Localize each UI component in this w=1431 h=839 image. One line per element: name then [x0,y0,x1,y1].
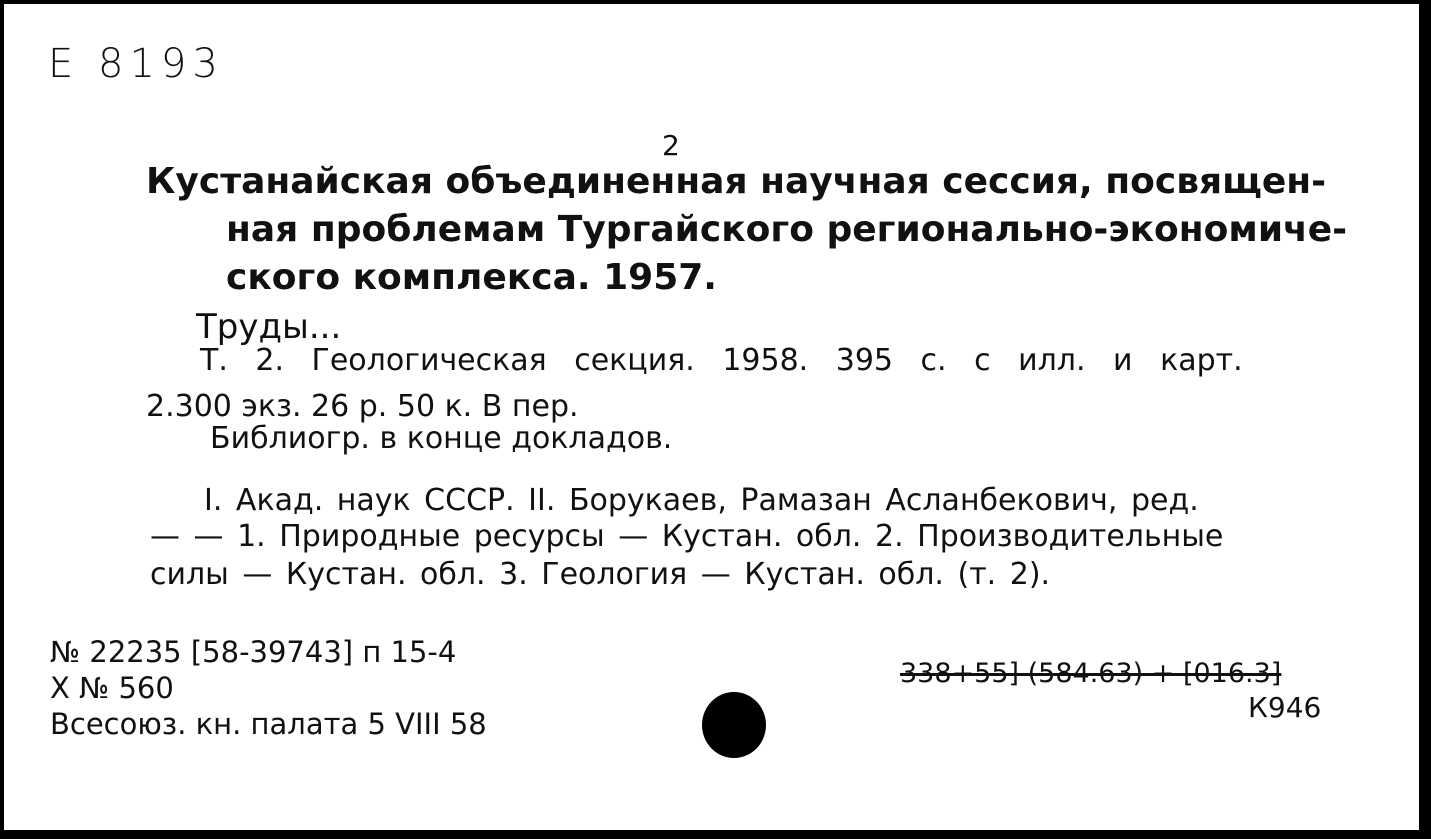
classification-index-struck: 338+55] (584.63) + [016.3] [900,658,1282,689]
subjects-line-1: I. Акад. наук СССР. II. Борукаев, Рамазан Асланбекович, ред. [204,483,1199,518]
bibliography-note: Библиогр. в конце докладов. [210,421,673,456]
title-line-2: ная проблемам Тургайского регионально-экономиче- [226,209,1348,250]
subjects-line-3: силы — Кустан. обл. 3. Геология — Кустан. обл. (т. 2). [150,557,1051,592]
punch-hole-dot [702,692,766,758]
handwritten-accession-number: Е 8193 [48,41,224,87]
shelf-code: К946 [1248,691,1322,724]
print-order-number: Х № 560 [50,671,174,705]
registration-number: № 22235 [58-39743] п 15-4 [50,635,457,669]
catalog-card [4,4,1419,830]
volume-line-1: Т. 2. Геологическая секция. 1958. 395 с. с илл. и карт. [200,343,1243,378]
volume-line-2: 2.300 экз. 26 р. 50 к. В пер. [146,389,579,424]
title-line-1: Кустанайская объединенная научная сессия, посвящен- [146,161,1327,202]
title-line-3: ского комплекса. 1957. [226,257,717,298]
subjects-line-2: — — 1. Природные ресурсы — Кустан. обл. 2. Производительные [150,519,1224,554]
publisher-chamber: Всесоюз. кн. палата 5 VIII 58 [50,707,487,741]
series-title: Труды... [196,307,342,347]
volume-number: 2 [662,129,680,162]
